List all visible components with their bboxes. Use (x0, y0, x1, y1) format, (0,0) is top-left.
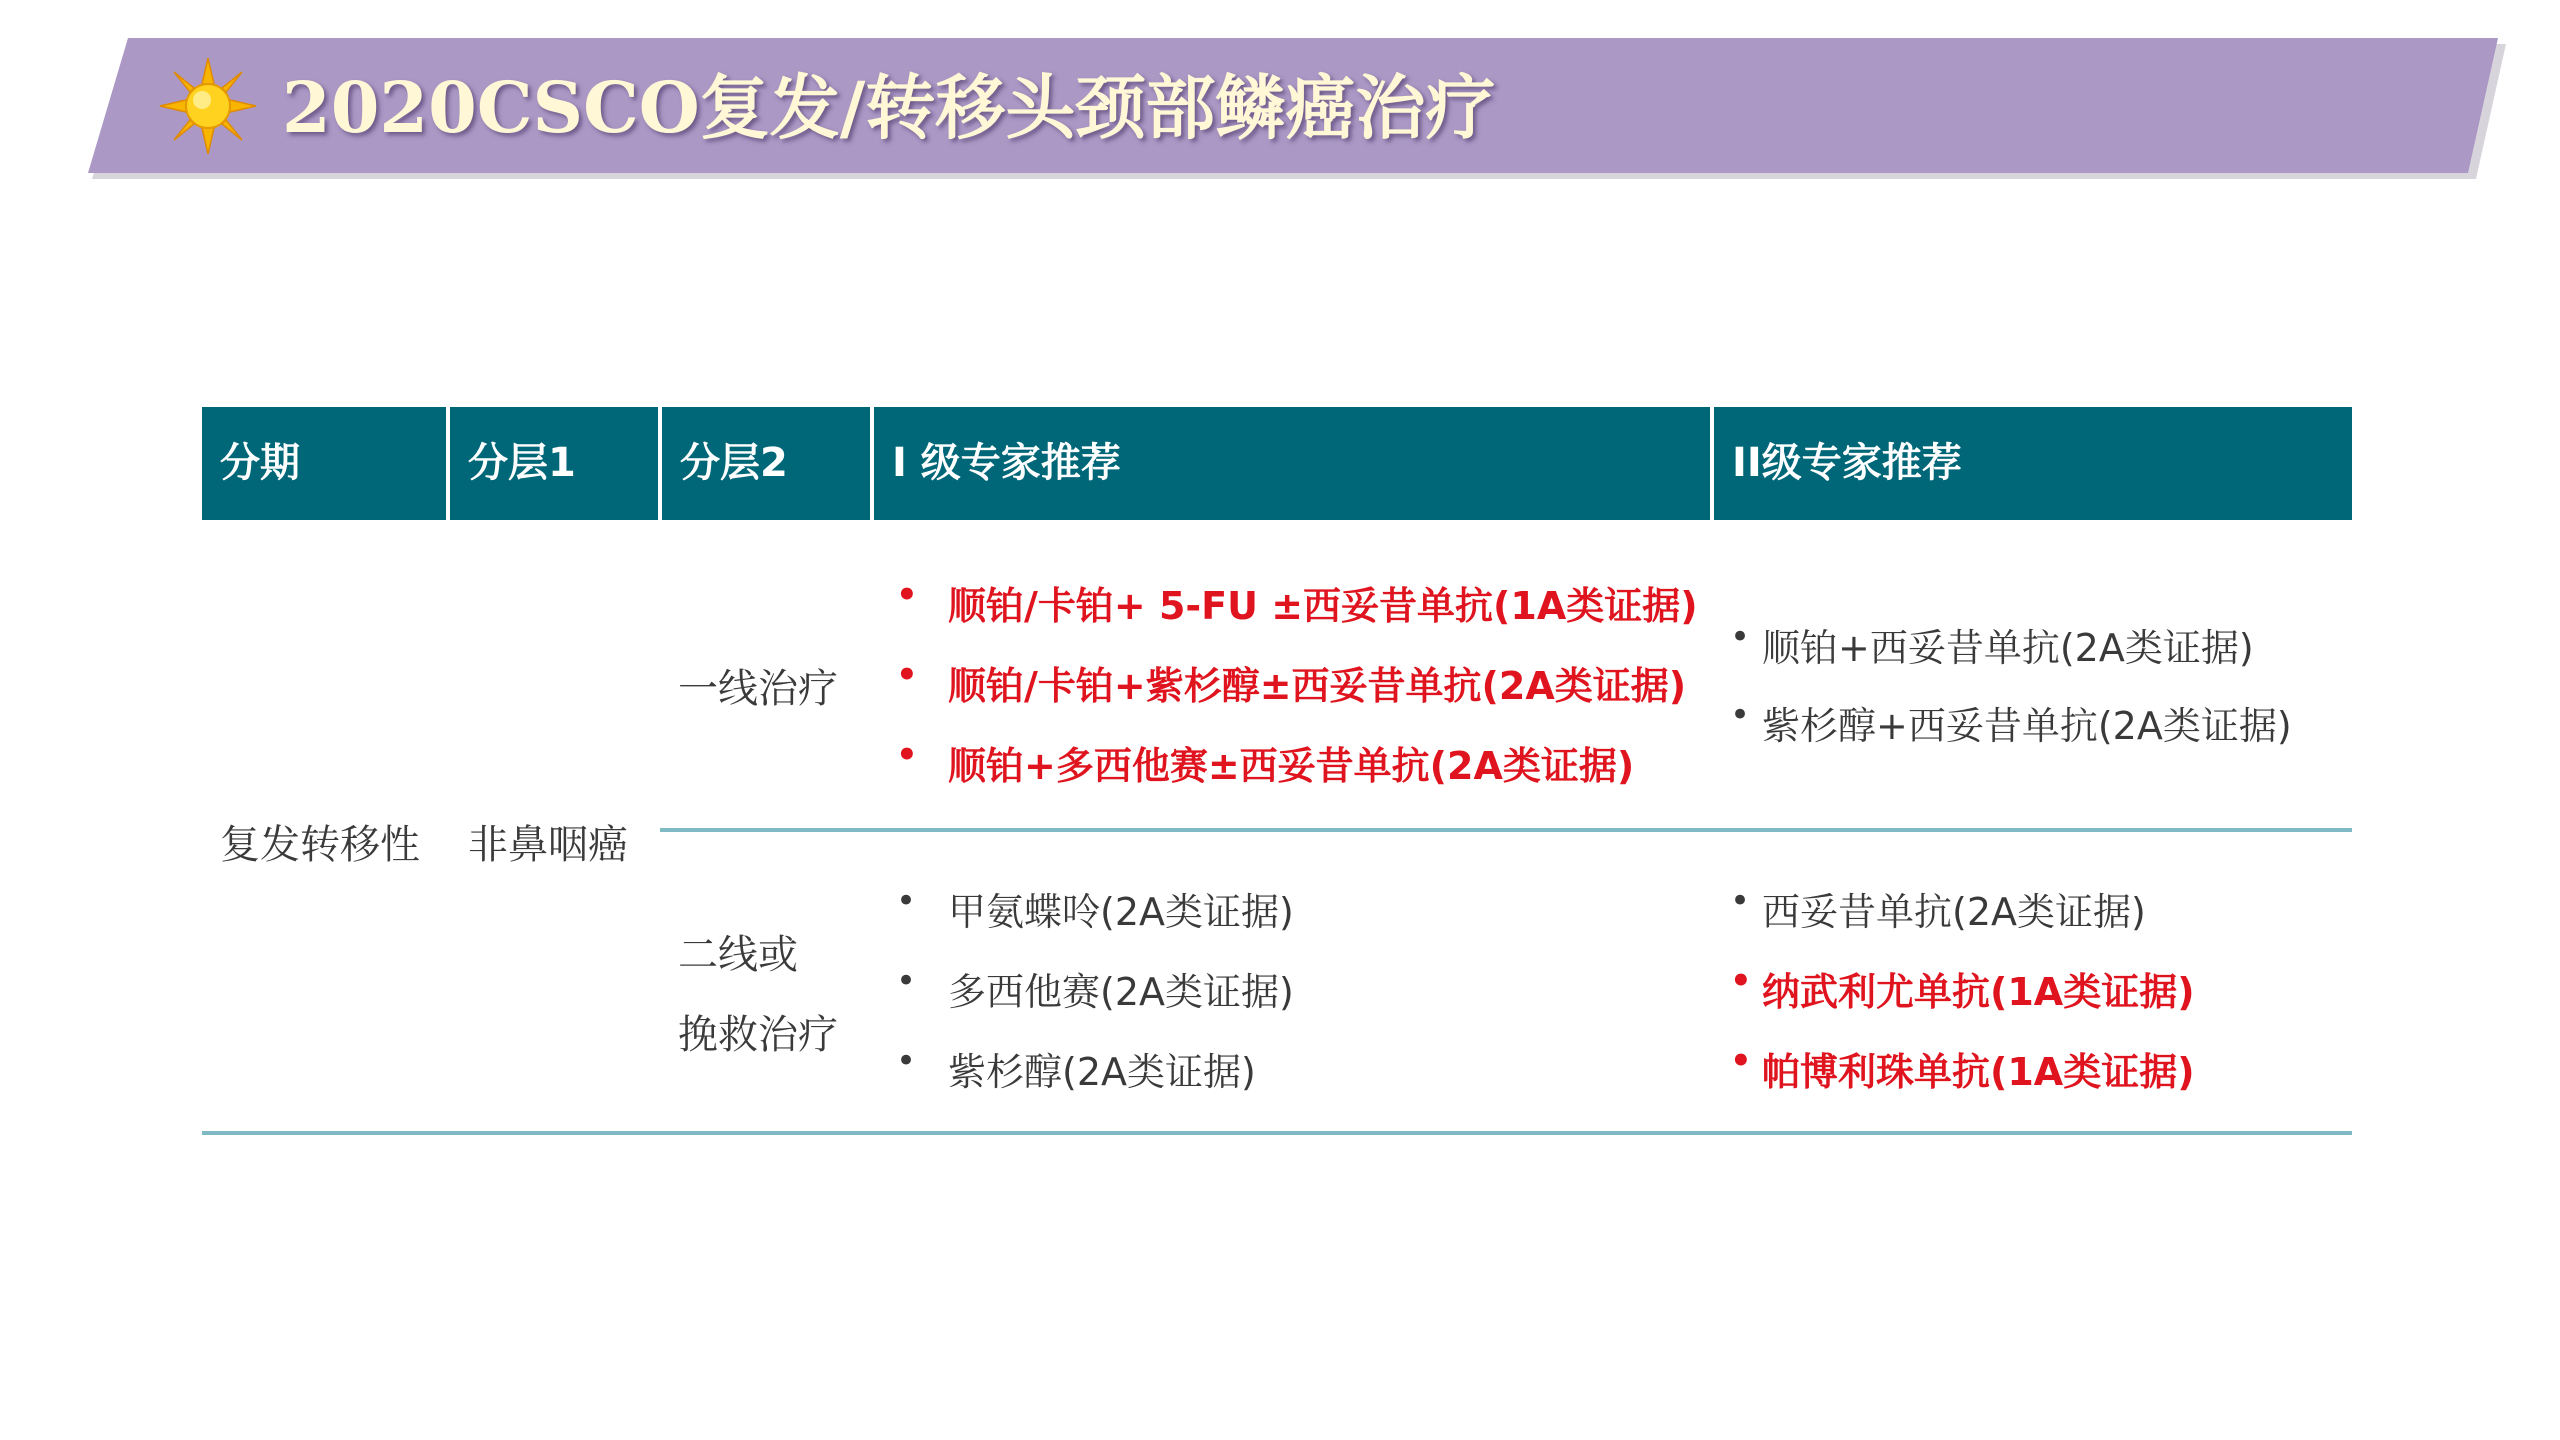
list-item: • 甲氨蝶呤(2A类证据) (896, 881, 1294, 934)
list-item: • 西妥昔单抗(2A类证据) (1730, 881, 2146, 934)
list-item: • 顺铂+多西他赛±西妥昔单抗(2A类证据) (896, 735, 1635, 788)
layer2-second-line-a: 二线或 (678, 932, 798, 978)
recommendation-table (202, 407, 2352, 1137)
header-stage: 分期 (202, 407, 450, 520)
list-item: • 紫杉醇+西妥昔单抗(2A类证据) (1730, 695, 2292, 748)
list-item: • 顺铂+西妥昔单抗(2A类证据) (1730, 617, 2254, 670)
level2-list-first-line (1728, 617, 2292, 773)
header-layer1: 分层1 (450, 407, 662, 520)
layer2-first-line: 一线治疗 (678, 666, 838, 712)
list-item: • 多西他赛(2A类证据) (896, 961, 1294, 1014)
header-level2: II级专家推荐 (1714, 407, 2352, 520)
table-header (202, 407, 2352, 520)
list-item: • 顺铂/卡铂+ 5-FU ±西妥昔单抗(1A类证据) (896, 575, 1698, 628)
layer1-cell: 非鼻咽癌 (468, 822, 628, 868)
list-item: • 紫杉醇(2A类证据) (896, 1041, 1256, 1094)
header-layer2: 分层2 (662, 407, 874, 520)
row-divider (660, 828, 2352, 832)
list-item: • 顺铂/卡铂+紫杉醇±西妥昔单抗(2A类证据) (896, 655, 1687, 708)
page-title: 2020CSCO复发/转移头颈部鳞癌治疗 (282, 66, 1496, 149)
list-item: • 帕博利珠单抗(1A类证据) (1730, 1041, 2195, 1094)
list-item: • 纳武利尤单抗(1A类证据) (1730, 961, 2195, 1014)
level2-list-second-line (1728, 881, 2195, 1121)
level1-list-second-line (888, 881, 1294, 1121)
layer2-second-line-b: 挽救治疗 (678, 1012, 838, 1058)
level1-list-first-line (888, 575, 1698, 815)
stage-cell: 复发转移性 (220, 822, 420, 868)
table-bottom-border (202, 1131, 2352, 1135)
sun-icon (158, 56, 258, 156)
header-level1: I 级专家推荐 (874, 407, 1714, 520)
